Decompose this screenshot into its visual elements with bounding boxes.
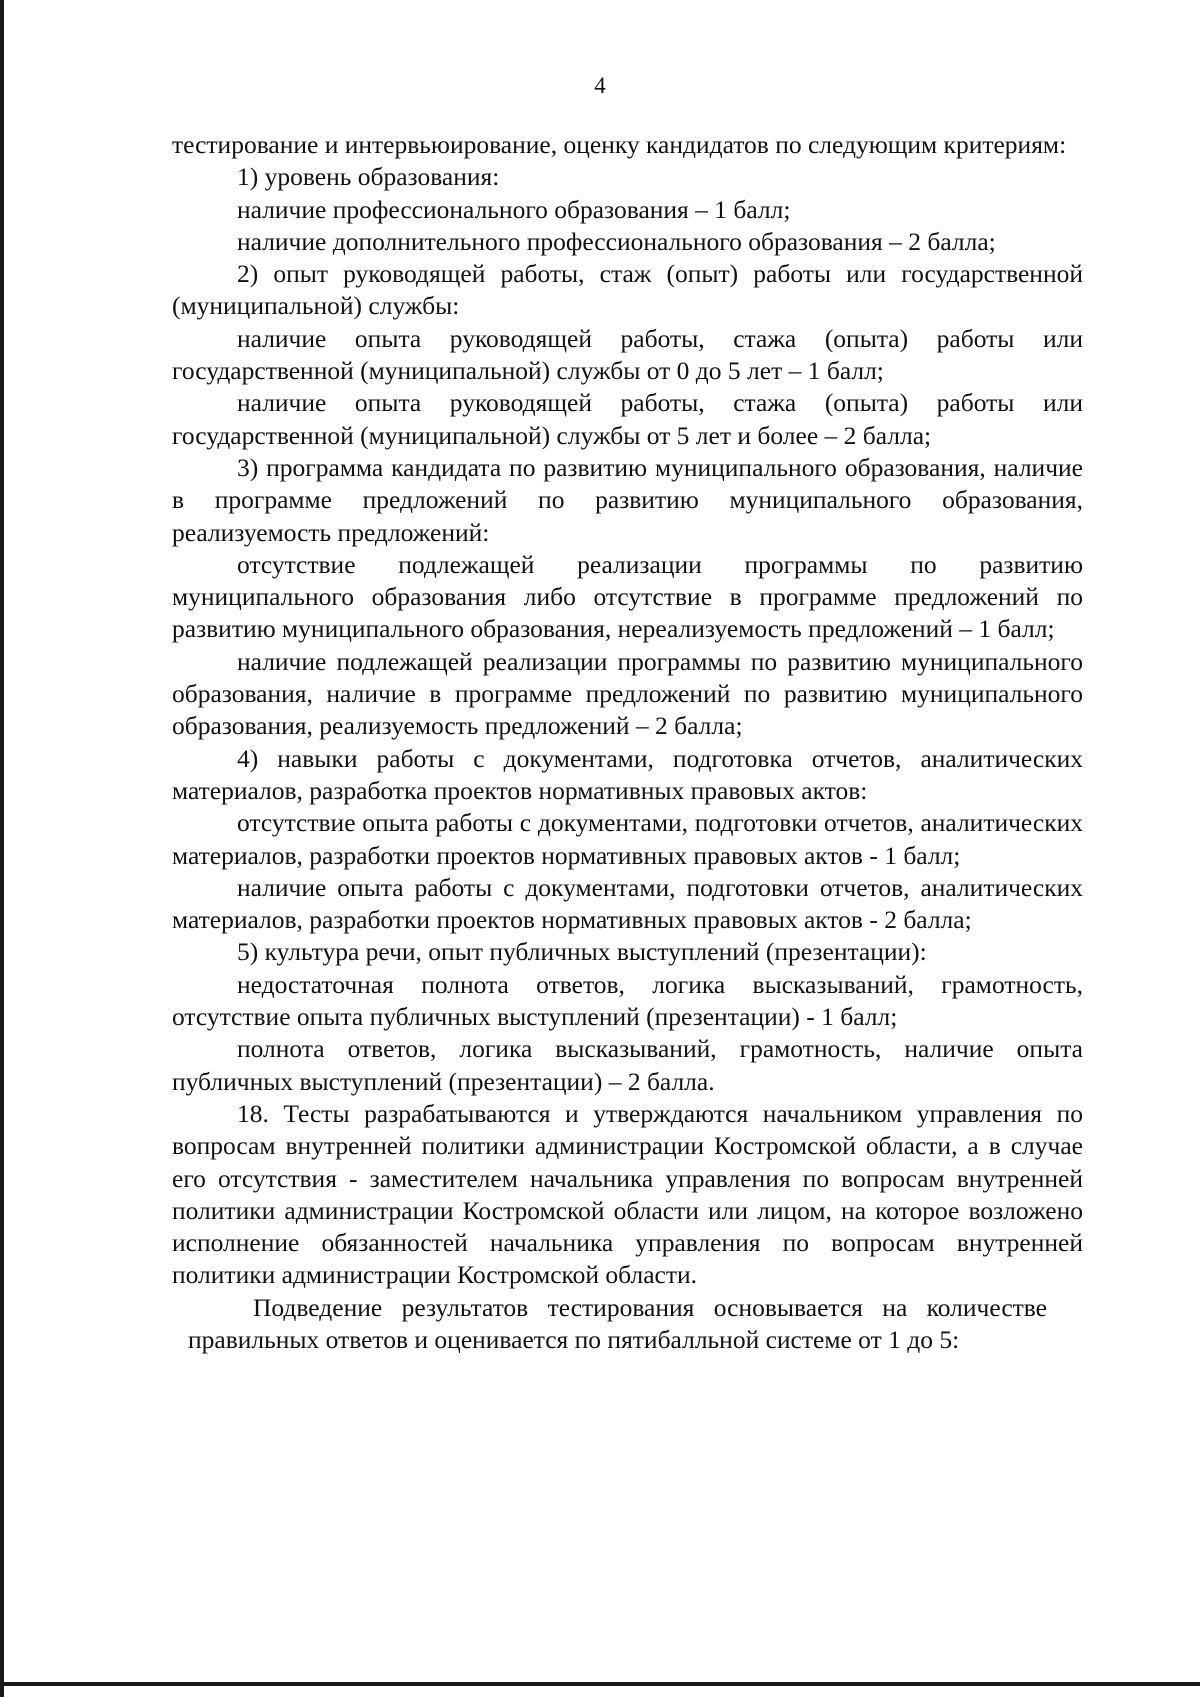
paragraph: наличие дополнительного профессионального образования – 2 балла; xyxy=(237,226,996,256)
paragraph: отсутствие подлежащей реализации программы по развитию муниципального образования либо отсутствие в программе предложений по развитию муниципального образования, нереализуемость предложений – 1 балл; xyxy=(172,549,1083,644)
paragraph: Подведение результатов тестирования основывается на количестве правильных ответов и оценивается по пятибалльной системе от 1 до 5: xyxy=(188,1292,1047,1354)
paragraph: недостаточная полнота ответов, логика высказываний, грамотность, отсутствие опыта публичных выступлений (презентации) - 1 балл; xyxy=(172,969,1083,1032)
paragraph: наличие опыта руководящей работы, стажа (опыта) работы или государственной (муниципальной) службы от 0 до 5 лет – 1 балл; xyxy=(172,323,1083,386)
paragraph: отсутствие опыта работы с документами, подготовки отчетов, аналитических материалов, разработки проектов нормативных правовых актов - 1 балл; xyxy=(172,808,1083,870)
list-item-program: 3) программа кандидата по развитию муниципального образования, наличие в программе предложений по развитию муниципального образования, реализуемость предложений: xyxy=(172,452,1083,547)
paragraph: наличие опыта руководящей работы, стажа (опыта) работы или государственной (муниципальной) службы от 5 лет и более – 2 балла; xyxy=(172,388,1083,450)
document-body xyxy=(172,129,1083,1356)
page-number: 4 xyxy=(594,73,606,98)
section-18: 18. Тесты разрабатываются и утверждаются начальником управления по вопросам внутренней политики администрации Костромской области, а в случае его отсутствия - заместителем начальника управления по вопросам внутренней политики администрации Костромской области или лицом, на которое возложено исполнение обязанностей начальника управления по вопросам внутренней политики администрации Костромской области. xyxy=(172,1098,1083,1290)
paragraph: наличие опыта работы с документами, подготовки отчетов, аналитических материалов, разработки проектов нормативных правовых актов - 2 балла; xyxy=(172,872,1083,935)
paragraph: полнота ответов, логика высказываний, грамотность, наличие опыта публичных выступлений (презентации) – 2 балла. xyxy=(172,1034,1083,1096)
list-item-experience: 2) опыт руководящей работы, стаж (опыт) работы или государственной (муниципальной) службы: xyxy=(172,259,1083,321)
paragraph: тестирование и интервьюирование, оценку кандидатов по следующим критериям: xyxy=(172,130,1067,159)
list-item-speech: 5) культура речи, опыт публичных выступлений (презентации): xyxy=(237,937,927,967)
paragraph: наличие подлежащей реализации программы по развитию муниципального образования, наличие в программе предложений по развитию муниципального образования, реализуемость предложений – 2 балла; xyxy=(172,646,1083,741)
list-item-education: 1) уровень образования: xyxy=(237,162,500,192)
list-item-documents: 4) навыки работы с документами, подготовка отчетов, аналитических материалов, разработка проектов нормативных правовых актов: xyxy=(172,743,1083,805)
scan-border-left xyxy=(0,0,4,1697)
scan-border-bottom xyxy=(0,1682,1200,1686)
paragraph: наличие профессионального образования – 1 балл; xyxy=(237,194,791,224)
